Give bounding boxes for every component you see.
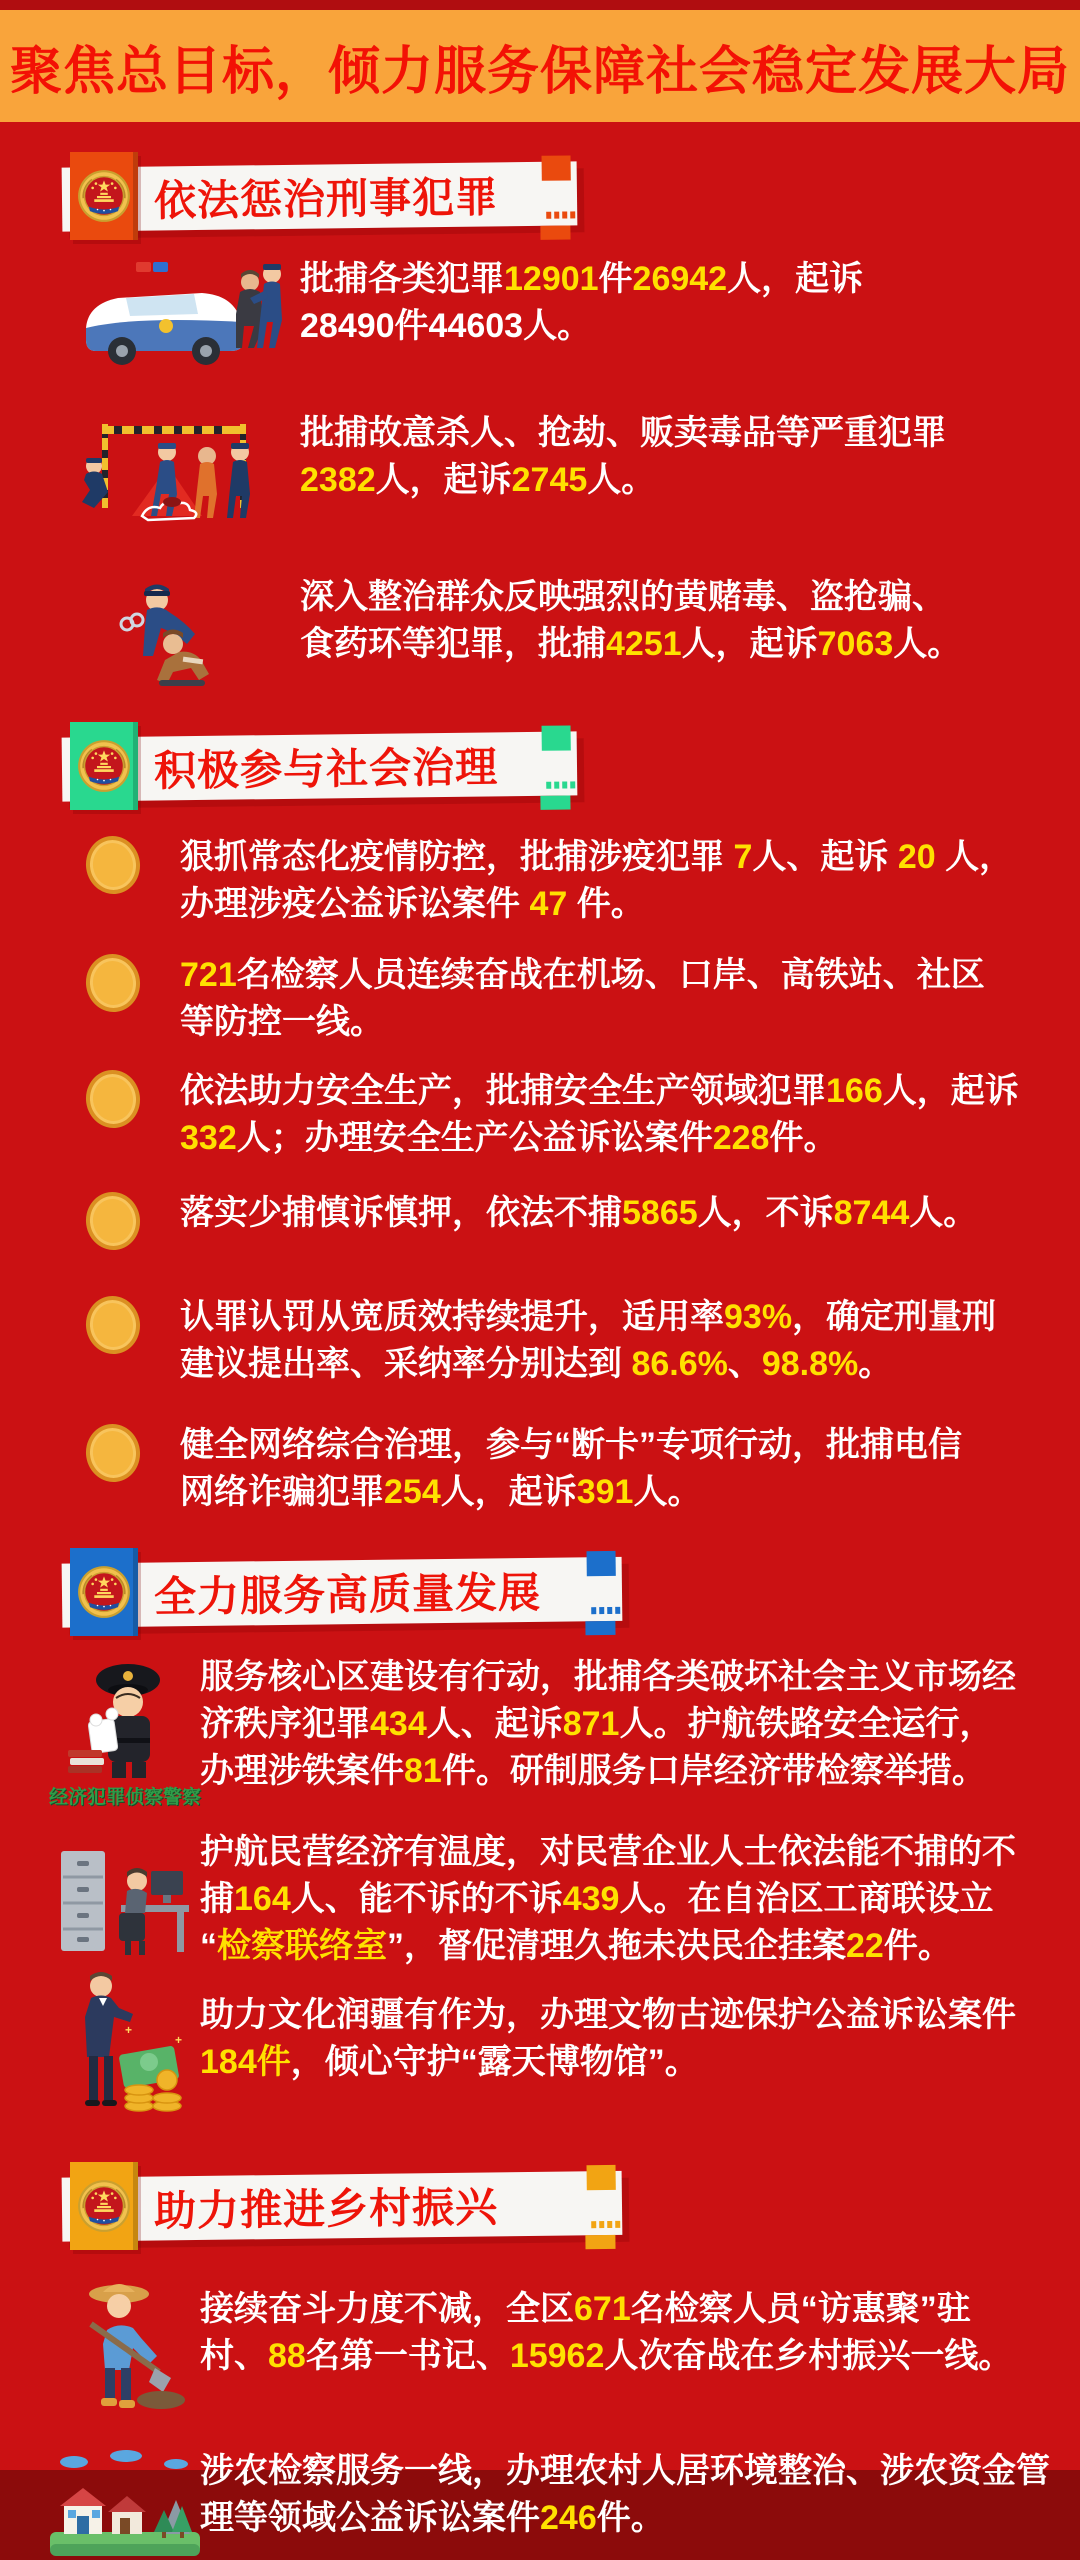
bullet-item bbox=[86, 1294, 1080, 1388]
businessman-coins-illustration bbox=[56, 1992, 194, 2114]
header-dashes bbox=[546, 211, 575, 218]
section-title: 积极参与社会治理 bbox=[153, 743, 499, 795]
section-rural-revitalization bbox=[0, 2162, 1080, 2560]
stat-item bbox=[66, 410, 1080, 534]
bullet-circle-icon bbox=[82, 1293, 144, 1358]
header-under-strip bbox=[540, 795, 570, 809]
bullet-item bbox=[86, 834, 1080, 928]
office-worker-illustration bbox=[56, 1829, 194, 1959]
stat-item bbox=[66, 574, 1080, 690]
section-social-governance bbox=[0, 722, 1080, 1516]
police-car-arrest-illustration bbox=[66, 256, 292, 374]
procuratorate-emblem-icon bbox=[77, 2179, 131, 2233]
bullet-circle-icon bbox=[82, 833, 144, 898]
section-title: 全力服务高质量发展 bbox=[153, 1568, 542, 1621]
bullet-circle-icon bbox=[82, 1189, 144, 1254]
header-corner-square bbox=[542, 155, 571, 180]
banner bbox=[0, 10, 1080, 122]
stat-text: 狠抓常态化疫情防控，批捕涉疫犯罪 7人、起诉 20 人， 办理涉疫公益诉讼案件 47 件。 bbox=[180, 838, 1014, 923]
header-emblem-tab bbox=[70, 722, 138, 810]
header-corner-square bbox=[587, 2165, 616, 2190]
header-emblem-tab bbox=[70, 152, 138, 240]
stat-item bbox=[56, 1829, 1080, 1970]
bullet-item bbox=[86, 1422, 1080, 1516]
stat-item bbox=[56, 1992, 1080, 2114]
stat-text: 721名检察人员连续奋战在机场、口岸、高铁站、社区 等防控一线。 bbox=[180, 956, 985, 1041]
procuratorate-emblem-icon bbox=[77, 1565, 131, 1619]
stat-text: 涉农检察服务一线，办理农村人居环境整治、涉农资金管 理等领域公益诉讼案件246件。 bbox=[200, 2452, 1050, 2537]
header-dashes bbox=[591, 1607, 620, 1614]
header-corner-square bbox=[587, 1551, 616, 1576]
bullet-item bbox=[86, 952, 1080, 1046]
stat-text: 批捕各类犯罪12901件26942人，起诉 28490件44603人。 bbox=[300, 260, 864, 345]
header-under-strip bbox=[540, 225, 570, 239]
economic-police-illustration bbox=[49, 1654, 202, 1809]
stat-item bbox=[56, 2286, 1080, 2412]
bullet-circle-icon bbox=[82, 1421, 144, 1486]
poster-title: 聚焦总目标，倾力服务保障社会稳定发展大局 bbox=[9, 42, 1070, 101]
header-dashes bbox=[546, 781, 575, 788]
stat-text: 依法助力安全生产，批捕安全生产领域犯罪166人，起诉 332人；办理安全生产公益诉讼案件228件。 bbox=[180, 1072, 1019, 1157]
stat-text: 助力文化润疆有作为，办理文物古迹保护公益诉讼案件 184件，倾心守护“露天博物馆”。 bbox=[200, 1996, 1016, 2081]
stat-text: 接续奋斗力度不减，全区671名检察人员“访惠聚”驻 村、88名第一书记、15962人次奋战在乡村振兴一线。 bbox=[200, 2290, 1013, 2375]
crime-scene-illustration bbox=[66, 410, 292, 534]
illustration-caption: 经济犯罪侦察警察 bbox=[49, 1787, 202, 1808]
section-high-quality-development bbox=[0, 1548, 1080, 2114]
stat-text: 落实少捕慎诉慎押，依法不捕5865人，不诉8744人。 bbox=[180, 1194, 978, 1232]
procuratorate-emblem-icon bbox=[77, 739, 131, 793]
section-title: 助力推进乡村振兴 bbox=[153, 2183, 499, 2235]
svg-text:+: + bbox=[175, 2033, 183, 2047]
section-header bbox=[62, 1548, 662, 1638]
section-criminal-punishment bbox=[0, 152, 1080, 690]
stat-text: 护航民营经济有温度，对民营企业人士依法能不捕的不 捕164人、能不诉的不诉439人。在自治区工商联设立 “检察联络室”，督促清理久拖未决民企挂案22件。 bbox=[200, 1833, 1016, 1965]
stat-item bbox=[49, 1654, 1080, 1809]
stat-text: 服务核心区建设有行动，批捕各类破坏社会主义市场经 济秩序犯罪434人、起诉871人。护航铁路安全运行， 办理涉铁案件81件。研制服务口岸经济带检察举措。 bbox=[200, 1658, 1016, 1790]
header-under-strip bbox=[585, 2235, 615, 2249]
stat-item bbox=[66, 256, 1080, 374]
procuratorate-emblem-icon bbox=[77, 169, 131, 223]
stat-item bbox=[56, 2448, 1080, 2560]
bullet-item bbox=[86, 1190, 1080, 1250]
arrest-thief-illustration bbox=[66, 574, 292, 690]
village-illustration bbox=[56, 2448, 194, 2560]
farmer-illustration bbox=[56, 2286, 194, 2412]
header-under-strip bbox=[585, 1621, 615, 1635]
bullet-circle-icon bbox=[82, 1067, 144, 1132]
top-strip bbox=[0, 0, 1080, 10]
bullet-item bbox=[86, 1068, 1080, 1162]
stat-text: 批捕故意杀人、抢劫、贩卖毒品等严重犯罪 2382人，起诉2745人。 bbox=[300, 414, 946, 499]
header-emblem-tab bbox=[70, 2162, 138, 2250]
section-title: 依法惩治刑事犯罪 bbox=[153, 173, 499, 225]
stat-text: 健全网络综合治理，参与“断卡”专项行动，批捕电信 网络诈骗犯罪254人，起诉391人。 bbox=[180, 1426, 962, 1511]
section-header bbox=[62, 152, 662, 242]
stat-text: 深入整治群众反映强烈的黄赌毒、盗抢骗、 食药环等犯罪，批捕4251人，起诉7063人。 bbox=[300, 578, 962, 663]
section-header bbox=[62, 2162, 662, 2252]
header-corner-square bbox=[542, 725, 571, 750]
section-header bbox=[62, 722, 662, 812]
header-emblem-tab bbox=[70, 1548, 138, 1636]
bullet-circle-icon bbox=[82, 951, 144, 1016]
svg-text:+: + bbox=[125, 2023, 133, 2037]
header-dashes bbox=[591, 2221, 620, 2228]
stat-text: 认罪认罚从宽质效持续提升，适用率93%，确定刑量刑 建议提出率、采纳率分别达到 86.6%、98.8%。 bbox=[180, 1298, 997, 1383]
